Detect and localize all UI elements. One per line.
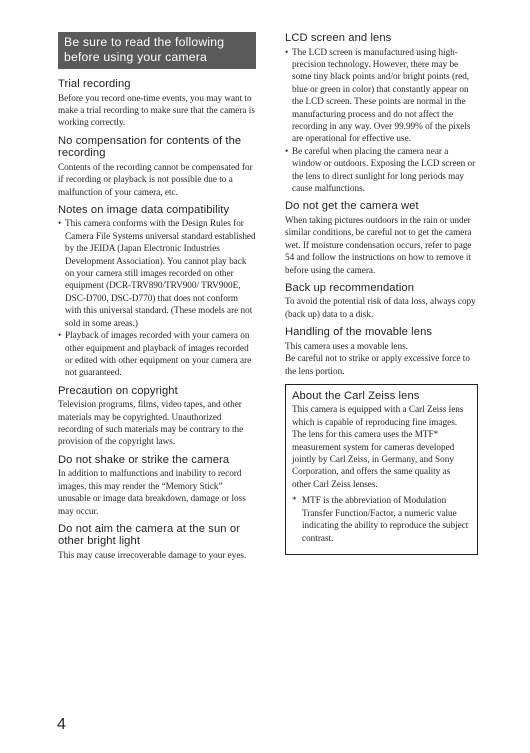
section-do-not-shake <box>58 454 256 517</box>
section-heading: No compensation for contents of the recording <box>58 134 242 160</box>
section-image-data-compatibility <box>58 204 256 379</box>
list-item <box>285 46 478 145</box>
section-no-compensation <box>58 135 256 198</box>
section-body: To avoid the potential risk of data loss, always copy (back up) data to a disk. <box>285 296 476 319</box>
section-heading: Trial recording <box>58 78 131 90</box>
section-body-2: Be careful not to strike or apply excessive force to the lens portion. <box>285 353 470 376</box>
box-body: This camera is equipped with a Carl Zeiss lens which is capable of reproducing fine images. The lens for this camera uses the MTF* measurement system for cameras developed jointly by Carl Zeiss, in Germany, and Sony Corporation, and offers the same quality as other Carl Zeiss lenses. <box>292 404 464 489</box>
section-trial-recording <box>58 78 256 129</box>
carl-zeiss-box <box>285 384 478 555</box>
section-heading: Do not aim the camera at the sun or other bright light <box>58 522 240 548</box>
bullet-icon: • <box>58 330 62 341</box>
bullet-icon: • <box>285 145 289 156</box>
section-body: In addition to malfunctions and inability to record images, this may render the “Memory Stick” unusable or image data breakdown, damage or loss may occur. <box>58 468 246 516</box>
list-item-text: The LCD screen is manufactured using high-precision technology. However, there may be some tiny black points and/or bright points (red, blue or green in color) that constantly appear on the LCD screen. These points are normal in the manufacturing process and do not affect the recording in any way. Over 99.99% of the pixels are operational for effective use. <box>292 46 471 144</box>
list-item-text: Playback of images recorded with your camera on other equipment and playback of images recorded or edited with other equipment on your camera are not guaranteed. <box>65 330 252 378</box>
section-backup <box>285 282 478 320</box>
list-item <box>285 145 478 195</box>
bullet-list <box>58 217 256 378</box>
list-item <box>58 329 256 379</box>
list-item-text: Be careful when placing the camera near a window or outdoors. Exposing the LCD screen or the lens to direct sunlight for long periods may cause malfunctions. <box>292 145 476 193</box>
banner-line-1: Be sure to read the following <box>64 35 225 49</box>
section-heading: Do not get the camera wet <box>285 200 419 213</box>
warning-banner <box>58 32 256 69</box>
section-body: When taking pictures outdoors in the rain or under similar conditions, be careful not to get the camera wet. If moisture condensation occurs, refer to page 54 and follow the instructions on how to remove it before using the camera. <box>285 214 472 275</box>
bullet-icon: • <box>285 46 289 57</box>
section-heading: Precaution on copyright <box>58 384 178 397</box>
section-heading: Handling of the movable lens <box>285 326 433 339</box>
footnote <box>292 494 471 544</box>
bullet-list <box>285 46 478 195</box>
asterisk-icon: * <box>292 495 297 506</box>
bullet-icon: • <box>58 218 62 229</box>
section-copyright <box>58 385 256 448</box>
section-do-not-aim-at-sun <box>58 523 256 561</box>
section-heading: Back up recommendation <box>285 281 415 294</box>
section-body: Before you record one-time events, you may want to make a trial recording to make sure that the camera is working correctly. <box>58 92 255 128</box>
banner-line-2: before using your camera <box>64 50 207 64</box>
left-column <box>58 32 256 567</box>
section-body: This camera uses a movable lens. <box>285 340 408 351</box>
section-heading: Notes on image data compatibility <box>58 203 230 216</box>
right-column <box>285 32 478 555</box>
section-lcd-screen-and-lens <box>285 32 478 194</box>
section-body: Television programs, films, video tapes, and other materials may be copyrighted. Unauthorized recording of such materials may be contrary to the provision of the copyright laws. <box>58 399 244 447</box>
page-number: 4 <box>57 716 66 733</box>
box-heading: About the Carl Zeiss lens <box>292 389 420 402</box>
list-item-text: This camera conforms with the Design Rules for Camera File Systems universal standard established by the JEIDA (Japan Electronic Industries Development Association). You cannot play back on your camera still images recorded on other equipment (DCR-TRV890/TRV900/ TRV900E, DSC-D700, DSC-D770) that does not conform with this universal standard. (These models are not sold in some areas.) <box>65 218 256 328</box>
section-heading: Do not shake or strike the camera <box>58 453 230 466</box>
list-item <box>58 217 256 329</box>
section-movable-lens <box>285 326 478 377</box>
section-body: Contents of the recording cannot be compensated for if recording or playback is not possible due to a malfunction of your camera, etc. <box>58 161 253 197</box>
footnote-text: MTF is the abbreviation of Modulation Transfer Function/Factor, a numeric value indicating the ability to reproduce the subject contrast. <box>302 495 469 543</box>
section-do-not-get-wet <box>285 200 478 276</box>
section-heading: LCD screen and lens <box>285 32 392 44</box>
section-body: This may cause irrecoverable damage to your eyes. <box>58 549 247 560</box>
